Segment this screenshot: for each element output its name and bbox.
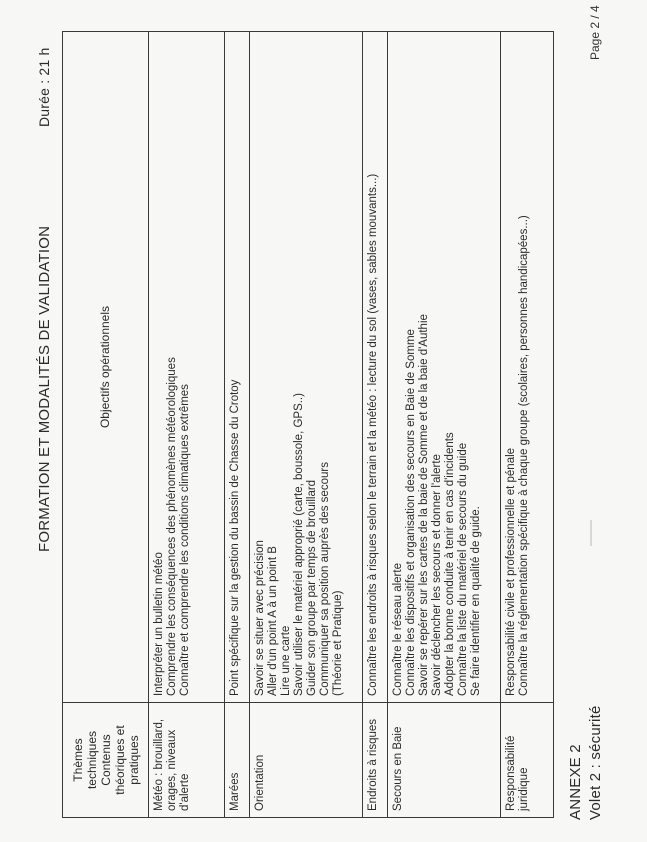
row-theme: Marées [224,703,249,818]
row-objectives [501,32,554,703]
objective-line: Connaître le réseau alerte [392,563,405,696]
duration-label: Durée : 21 h [36,47,52,127]
training-table [62,31,554,818]
objective-line: (Théorie et Pratique) [331,590,344,696]
row-theme: Secours en Baie [388,703,501,818]
page-number: Page 2 / 4 [588,5,602,60]
row-theme: Orientation [249,703,362,818]
table-row [249,32,362,818]
row-objectives [149,32,225,703]
volet-label: Volet 2 : sécurité [587,705,604,820]
table-row [388,32,501,818]
objective-line: Guider son groupe par temps de brouillard [305,479,318,696]
objective-line: Savoir se repérer sur les cartes de la baie de Somme et de la baie d'Authie [418,314,431,696]
row-theme: Endroits à risques [363,703,388,818]
row-theme: Météo : brouillard, orages, niveaux d'alerte [149,703,225,818]
objective-line: Connaître les dispositifs et organisation des secours en Baie de Somme [405,329,418,696]
row-objectives [388,32,501,703]
objective-line: Interpréter un bulletin météo [153,552,166,696]
table-row [363,32,388,818]
row-theme: Responsabilité juridique [501,703,554,818]
objective-line: Connaître la réglementation spécifique à chaque groupe (scolaires, personnes handicapées...) [518,215,531,696]
objective-line: Connaître les endroits à risques selon le terrain et la météo : lecture du sol (vases, sables mouvants...) [367,173,380,696]
objective-line: Lire une carte [279,625,292,696]
scan-mark [590,520,592,546]
table-row [224,32,249,818]
page-title: FORMATION ET MODALITÉS DE VALIDATION [36,225,53,552]
column-header-themes: Thèmes techniques Contenus théoriques et pratiques [63,703,149,818]
column-header-objectives: Objectifs opérationnels [63,32,149,703]
table-row [501,32,554,818]
objective-line: Connaître la liste du matériel de secours du guide [457,442,470,696]
objective-line: Communiquer sa position auprès des secours [318,462,331,696]
objective-line: Savoir se situer avec précision [253,540,266,696]
objective-line: Savoir utiliser le matériel approprié (carte, boussole, GPS..) [292,393,305,696]
objective-line: Comprendre les conséquences des phénomènes météorologiques [166,357,179,696]
row-objectives [249,32,362,703]
row-objectives [363,32,388,703]
objective-line: Aller d'un point A à un point B [266,546,279,696]
objective-line: Responsabilité civile et professionnelle et pénale [505,447,518,696]
objective-line: Point spécifique sur la gestion du bassin de Chasse du Crotoy [228,379,241,696]
objective-line: Se faire identifier en qualité de guide. [470,506,483,696]
row-objectives [224,32,249,703]
annex-label: ANNEXE 2 [567,744,584,820]
objective-line: Savoir déclencher les secours et donner l'alerte [431,454,444,696]
objective-line: Connaître et comprendre les conditions climatiques extrêmes [179,384,192,696]
table-header-row [63,32,149,818]
table-row [149,32,225,818]
objective-line: Adopter la bonne conduite à tenir en cas d'incidents [444,432,457,696]
